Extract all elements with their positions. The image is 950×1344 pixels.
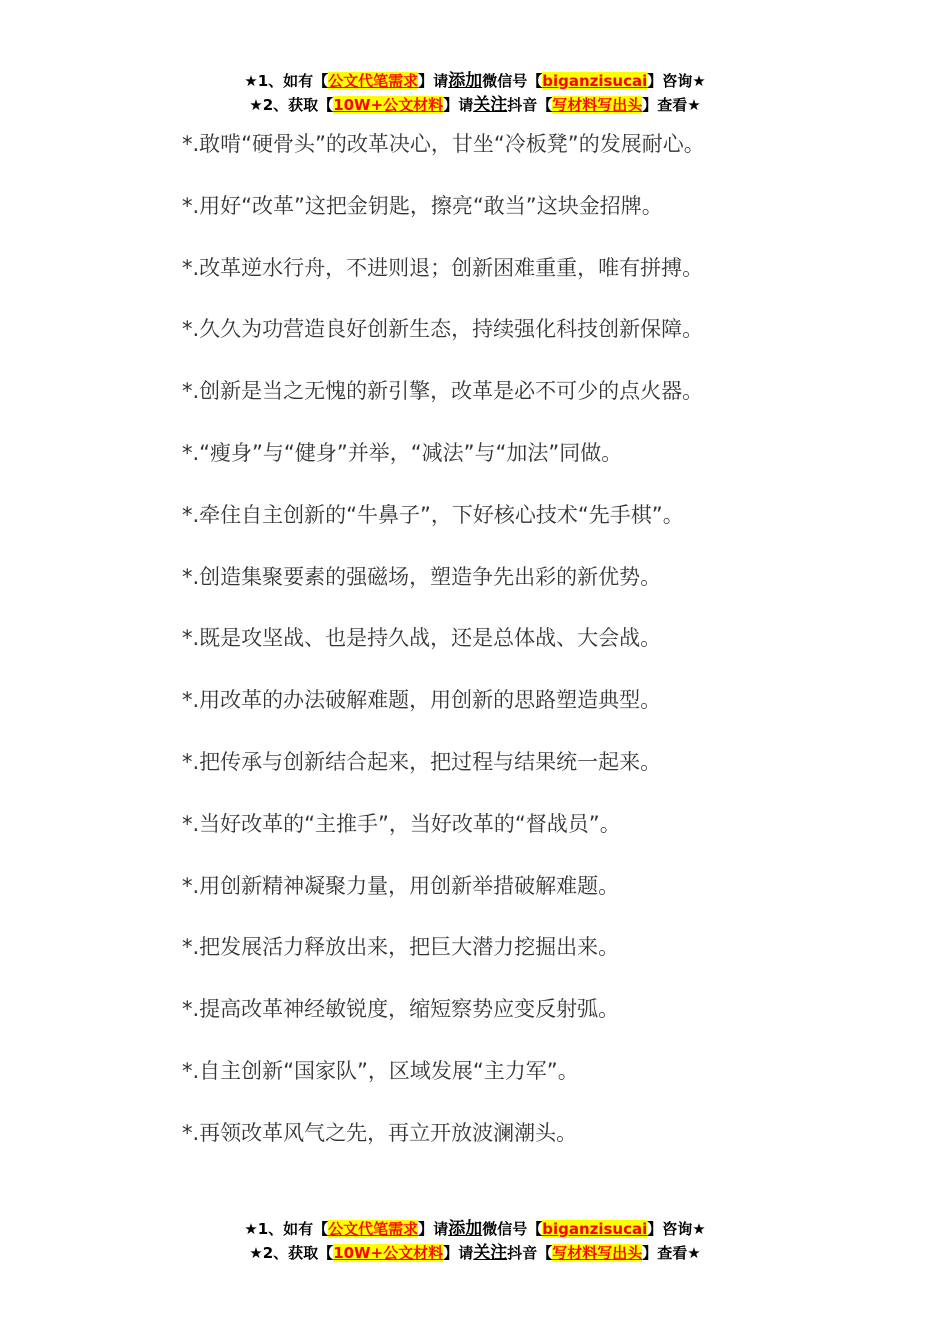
list-item: *.用好“改革”这把金钥匙，擦亮“敢当”这块金招牌。 bbox=[182, 193, 663, 218]
douyin-id-text: 写材料写出头 bbox=[552, 1244, 643, 1262]
banner-text: 】查看★ bbox=[642, 96, 701, 114]
list-item: *.用改革的办法破解难题，用创新的思路塑造典型。 bbox=[182, 688, 662, 713]
banner-text: ★1、如有【 bbox=[244, 1220, 329, 1238]
list-item: *.敢啃“硬骨头”的改革决心，甘坐“冷板凳”的发展耐心。 bbox=[182, 132, 705, 156]
banner-text: 】咨询★ bbox=[647, 72, 706, 90]
emphasis-text: 关注 bbox=[473, 1243, 508, 1263]
list-item: *.牵住自主创新的“牛鼻子”，下好核心技术“先手棋”。 bbox=[182, 502, 684, 527]
list-item: *.再领改革风气之先，再立开放波澜潮头。 bbox=[182, 1120, 578, 1145]
wechat-id-text: biganzisucai bbox=[542, 1220, 648, 1238]
highlight-text: 10W+公文材料 bbox=[333, 1244, 444, 1262]
list-item: *.创新是当之无愧的新引擎，改革是必不可少的点火器。 bbox=[182, 379, 704, 404]
list-item: *.创造集聚要素的强磁场，塑造争先出彩的新优势。 bbox=[182, 564, 662, 589]
list-item: *.既是攻坚战、也是持久战，还是总体战、大会战。 bbox=[182, 626, 662, 651]
banner-text: ★1、如有【 bbox=[244, 72, 329, 90]
banner-text: 】请 bbox=[443, 96, 474, 114]
banner-text: ★2、获取【 bbox=[249, 96, 334, 114]
banner-text: 抖音【 bbox=[507, 1244, 553, 1262]
wechat-id-text: biganzisucai bbox=[542, 72, 648, 90]
list-item: *.把传承与创新结合起来，把过程与结果统一起来。 bbox=[182, 749, 662, 774]
banner-text: 微信号【 bbox=[482, 72, 543, 90]
header-banner bbox=[0, 69, 950, 117]
list-item: *.自主创新“国家队”，区域发展“主力军”。 bbox=[182, 1058, 579, 1083]
highlight-text: 公文代笔需求 bbox=[328, 1220, 419, 1238]
banner-line-1 bbox=[0, 69, 950, 93]
banner-line-2 bbox=[0, 93, 950, 117]
banner-text: 】查看★ bbox=[642, 1244, 701, 1262]
highlight-text: 10W+公文材料 bbox=[333, 96, 444, 114]
banner-text: 】请 bbox=[418, 1220, 449, 1238]
emphasis-text: 添加 bbox=[448, 1219, 483, 1239]
emphasis-text: 关注 bbox=[473, 95, 508, 115]
banner-text: 微信号【 bbox=[482, 1220, 543, 1238]
list-item: *.用创新精神凝聚力量，用创新举措破解难题。 bbox=[182, 873, 620, 898]
list-item: *.提高改革神经敏锐度，缩短察势应变反射弧。 bbox=[182, 997, 620, 1022]
banner-text: 】请 bbox=[443, 1244, 474, 1262]
douyin-id-text: 写材料写出头 bbox=[552, 96, 643, 114]
banner-text: 】咨询★ bbox=[647, 1220, 706, 1238]
highlight-text: 公文代笔需求 bbox=[328, 72, 419, 90]
phrase-list bbox=[182, 128, 705, 1179]
list-item: *.当好改革的“主推手”，当好改革的“督战员”。 bbox=[182, 811, 621, 836]
banner-line-1 bbox=[0, 1217, 950, 1241]
footer-banner bbox=[0, 1217, 950, 1265]
emphasis-text: 添加 bbox=[448, 71, 483, 91]
list-item: *.“瘦身”与“健身”并举，“减法”与“加法”同做。 bbox=[182, 440, 623, 465]
banner-line-2 bbox=[0, 1241, 950, 1265]
list-item: *.久久为功营造良好创新生态，持续强化科技创新保障。 bbox=[182, 317, 704, 342]
banner-text: 】请 bbox=[418, 72, 449, 90]
banner-text: ★2、获取【 bbox=[249, 1244, 334, 1262]
list-item: *.改革逆水行舟，不进则退；创新困难重重，唯有拼搏。 bbox=[182, 255, 704, 280]
list-item: *.把发展活力释放出来，把巨大潜力挖掘出来。 bbox=[182, 935, 620, 960]
banner-text: 抖音【 bbox=[507, 96, 553, 114]
